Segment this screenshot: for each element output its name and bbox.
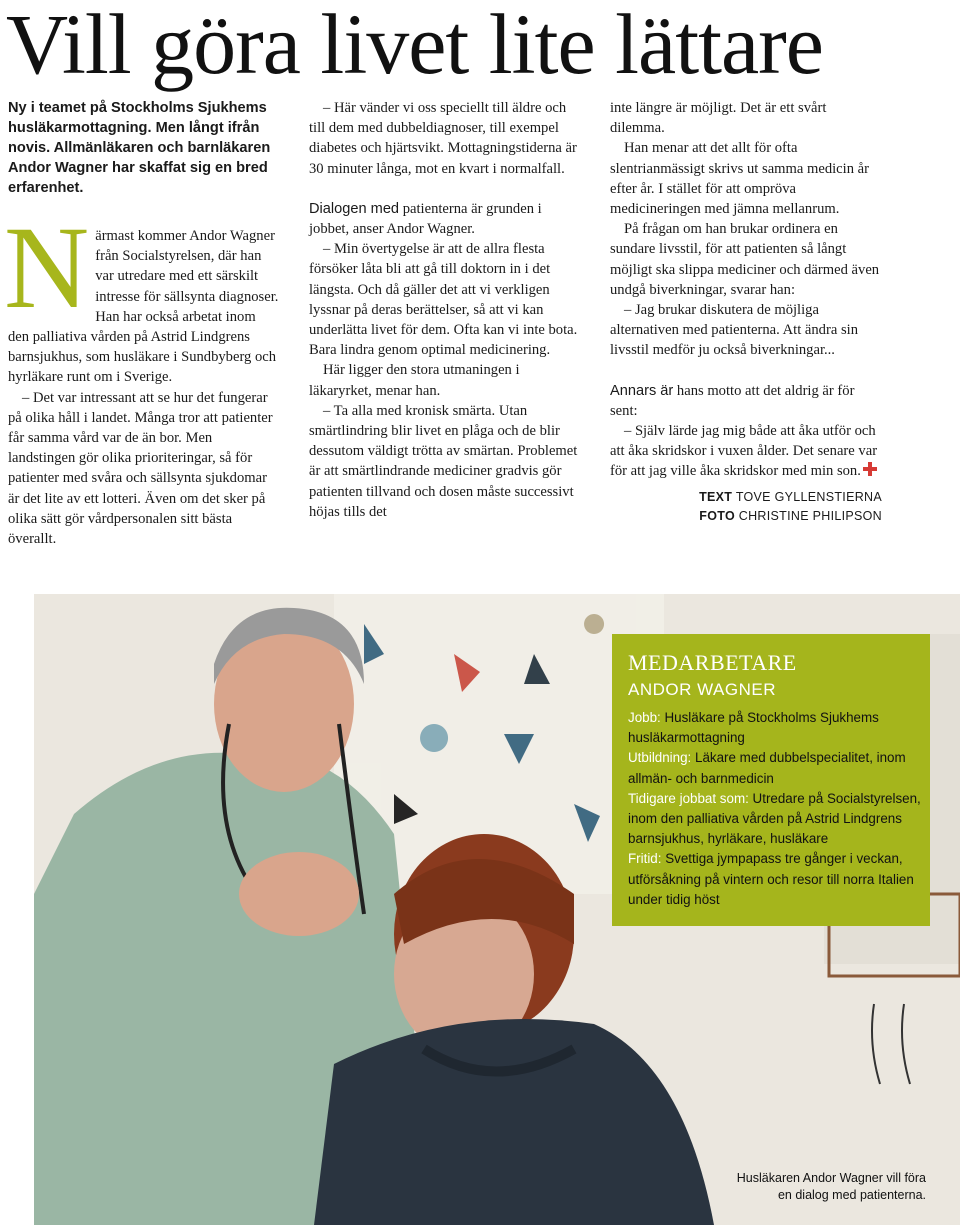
- paragraph: ärmast kommer Andor Wagner från Socialstyrelsen, där han var utredare med ett särskilt intresse för sällsynta diagnoser. Han har också arbetat inom den palliativa vården på Astrid Lindgrens barnsjukhus, som husläkare i Sundbyberg och hyrläkare runt om i Sverige.: [8, 228, 279, 386]
- paragraph: [610, 421, 882, 482]
- ingress: Ny i teamet på Stockholms Sjukhems husläkarmottagning. Men långt ifrån novis. Allmänläkaren och barnläkaren Andor Wagner har skaffat sig en bred erfarenhet.: [8, 100, 271, 196]
- end-mark-cross-icon: [863, 462, 877, 476]
- paragraph-text: patienterna är grunden i jobbet, anser Andor Wagner.: [309, 200, 542, 238]
- paragraph: På frågan om han brukar ordinera en sundare livsstil, för att patienten så långt möjligt ska slippa mediciner och därmed även undgå biverkningar, svarar han:: [610, 221, 880, 298]
- paragraph: – Ta alla med kronisk smärta. Utan smärtlindring blir livet en plåga och de blir dessutom väldigt trötta av smärtan. Problemet är att smärtlindrande mediciner gradvis gör patienten tillvand och dosen måste successivt höjas tills det: [309, 402, 578, 520]
- paragraph: – Jag brukar diskutera de möjliga alternativen med patienterna. Att ändra sin livsstil medför ju också biverkningar...: [610, 302, 859, 359]
- paragraph: – Det var intressant att se hur det fungerar på olika håll i landet. Många tror att patienter får samma vård var de än bor. Men landstingen gör olika prioriteringar, så för patienter med svåra och sällsynta sjukdomar är det lite av ett lotteri. Även om det sker på olika sätt gör vårdpersonalen sitt bästa överallt.: [8, 389, 273, 548]
- byline: [610, 488, 882, 526]
- byline-photo: FOTO CHRISTINE PHILIPSON: [699, 508, 882, 523]
- column-1-body: [4, 202, 280, 549]
- paragraph: Han menar att det allt för ofta slentrianmässigt skrivs ut samma medicin år efter år. I stället för att ompröva medicineringen med jämna mellanrum.: [610, 140, 869, 218]
- paragraph: – Här vänder vi oss speciellt till äldre och till dem med dubbeldiagnoser, till exempel diabetes och hjärtsvikt. Mottagningstiderna är 30 minuter långa, mot en kvart i normalfall.: [309, 100, 577, 177]
- paragraph: – Min övertygelse är att de allra flesta försöker låta bli att gå till doktorn in i det längsta. Och då gäller det att vi verkligen lyssnar på deras berättelser, så att vi kan underlätta livet för dem. Ofta kan vi inte bota. Bara lindra genom optimal medicinering.: [309, 241, 578, 359]
- paragraph: Här ligger den stora utmaningen i läkaryrket, menar han.: [309, 362, 520, 399]
- column-1: [4, 98, 280, 549]
- lead-in: Annars är: [610, 382, 674, 399]
- byline-text: TEXT TOVE GYLLENSTIERNA: [699, 489, 882, 504]
- column-2: [309, 98, 581, 522]
- factbox-row: Utbildning: Läkare med dubbelspecialitet, inom allmän- och barnmedicin: [628, 750, 906, 786]
- paragraph: [309, 199, 581, 239]
- factbox-title: MEDARBETARE: [628, 650, 797, 675]
- factbox-name: ANDOR WAGNER: [628, 680, 776, 699]
- factbox-row: Fritid: Svettiga jympapass tre gånger i veckan, utförsåkning på vintern och resor till norra Italien under tidig höst: [628, 851, 914, 907]
- factbox-body: [628, 708, 924, 910]
- paragraph-text: – Själv lärde jag mig både att åka utför och att åka skridskor i vuxen ålder. Det senare var för att jag ville åka skridskor med min son.: [610, 423, 878, 480]
- factbox-row: Jobb: Husläkare på Stockholms Sjukhems husläkarmottagning: [628, 710, 879, 746]
- lead-in: Dialogen med: [309, 200, 400, 217]
- photo-caption: Husläkaren Andor Wagner vill föra en dialog med patienterna.: [736, 1171, 926, 1202]
- factbox-medarbetare: [612, 634, 930, 926]
- headline: Vill göra livet lite lättare: [6, 0, 823, 92]
- paragraph-text: hans motto att det aldrig är för sent:: [610, 382, 855, 419]
- dropcap: N: [4, 202, 90, 333]
- paragraph: [610, 381, 882, 421]
- paragraph: inte längre är möjligt. Det är ett svårt dilemma.: [610, 100, 827, 137]
- column-3: [610, 98, 882, 526]
- factbox-row: Tidigare jobbat som: Utredare på Socialstyrelsen, inom den palliativa vården på Astrid Lindgrens barnsjukhus, hyrläkare, husläkare: [628, 790, 921, 847]
